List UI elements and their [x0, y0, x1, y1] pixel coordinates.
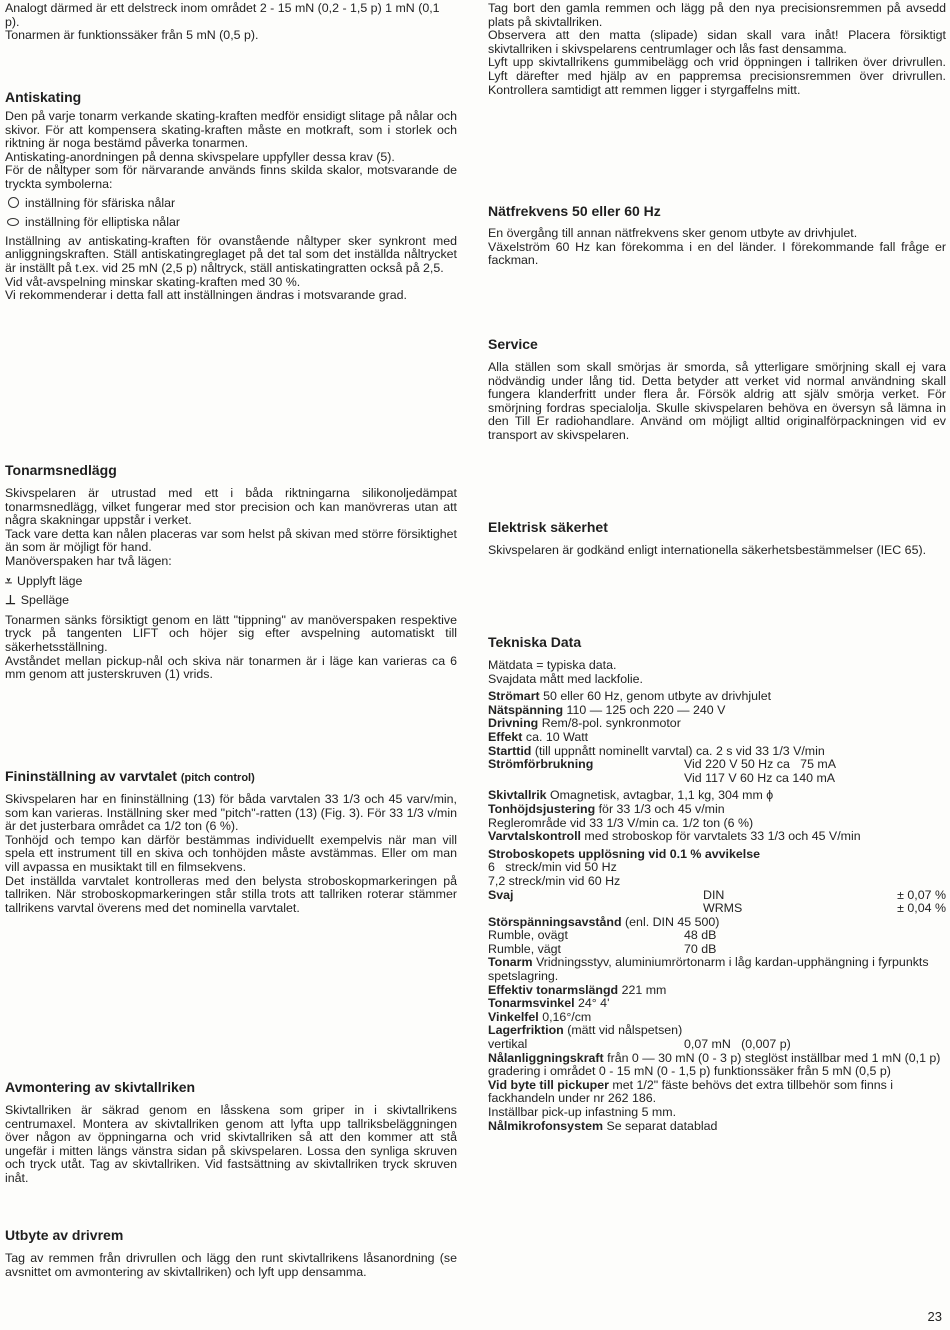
- spec-row: Reglerområde vid 33 1/3 V/min ca. 1/2 ton (6 %): [488, 815, 754, 830]
- paragraph: Skivspelaren har en fininställning (13) för båda varvtalen 33 1/3 och 45 varv/min, som kan varieras. Inställning sker med "pitch"-ratten (13) (Fig. 3). För 33 1/3 v/min är det justerbara området ca 1/2 ton (6 %).: [5, 792, 457, 834]
- play-position-icon: ⊥: [5, 593, 16, 608]
- spec-row: Vinkelfel 0,16°/cm: [488, 1009, 592, 1024]
- paragraph: Antiskating-anordningen på denna skivspelare uppfyller dessa krav (5).: [5, 149, 395, 164]
- spec-row: Stroboskopets upplösning vid 0.1 % avvikelse: [488, 846, 760, 861]
- heading-natfrekvens: Nätfrekvens 50 eller 60 Hz: [488, 203, 661, 219]
- spec-row: Varvtalskontroll med stroboskop för varvtalets 33 1/3 och 45 V/min: [488, 829, 861, 844]
- spec-row: Strömförbrukning Vid 220 V 50 Hz ca 75 mA: [488, 757, 836, 772]
- heading-text: Fininställning av varvtalet: [5, 768, 177, 784]
- heading-tekniska: Tekniska Data: [488, 634, 582, 650]
- spec-row: Nätspänning 110 — 125 och 220 — 240 V: [488, 702, 726, 717]
- paragraph: Växelström 60 Hz kan förekomma i en del länder. I förekommande fall fråge er fackman.: [488, 239, 946, 268]
- list-item: [5, 575, 457, 589]
- spec-row: Starttid (till uppnått nominellt varvtal) ca. 2 s vid 33 1/3 V/min: [488, 743, 825, 758]
- heading-elektrisk: Elektrisk säkerhet: [488, 519, 608, 535]
- section-utbyte: [5, 1252, 457, 1279]
- paragraph: Skivtallriken är säkrad genom en låsskena som griper in i skivtallrikens centrumaxel. Montera av skivtallriken genom att lyfta upp tallriksbeläggningen över någon av öppningarna och vrid skivtallriken så att den kommer att stå ungefär i mitten längs vänstra sidan på skivspelaren. Lossa den synliga skruven och tryck utåt. Tag av skivtallriken. Vid fastsättning av skivtallriken tryck skruven inåt.: [5, 1103, 457, 1185]
- spec-row: Strömart 50 eller 60 Hz, genom utbyte av drivhjulet: [488, 689, 772, 704]
- heading-tonarmsnedlagg: Tonarmsnedlägg: [5, 462, 117, 478]
- paragraph: Analogt därmed är ett delstreck inom området 2 - 15 mN (0,2 - 1,5 p) 1 mN (0,1 p).: [5, 1, 440, 29]
- list-item-label: inställning för sfäriska nålar: [25, 196, 176, 211]
- section-fininstallning: [5, 793, 457, 915]
- right-intro: [488, 2, 946, 97]
- paragraph: Avståndet mellan pickup-nål och skiva när tonarmen är i läge kan varieras ca 6 mm genom att justerskruven (1) vrids.: [5, 653, 457, 682]
- spec-row: Lagerfriktion (mätt vid nålspetsen): [488, 1023, 683, 1038]
- spec-row: Drivning Rem/8-pol. synkronmotor: [488, 716, 681, 731]
- paragraph: Observera att den matta (slipade) sidan skall vara inåt! Placera försiktigt skivtallriken i skivspelarens centrumlager och lås fast densamma.: [488, 28, 946, 56]
- paragraph: Tag bort den gamla remmen och lägg på den nya precisionsremmen på avsedd plats på skivtallriken.: [488, 1, 946, 29]
- spec-row: Tonhöjdsjustering för 33 1/3 och 45 v/min: [488, 801, 725, 816]
- heading-fininstallning: [5, 768, 255, 786]
- spec-row: Nålanliggningskraft från 0 — 30 mN (0 - 3 p) steglöst inställbar med 1 mN (0,1 p) gradering i området 0 - 15 mN (0 - 1,5 p) funktionssäker från 5 mN (0,5 p): [488, 1050, 941, 1079]
- spec-row: Vid byte till pickuper met 1/2" fäste behövs det extra tillbehör som finns i fackhandeln under nr 262 186.: [488, 1077, 893, 1106]
- page-number: 23: [927, 1309, 942, 1324]
- heading-antiskating: Antiskating: [5, 89, 82, 105]
- heading-service: Service: [488, 336, 538, 352]
- heading-small: (pitch control): [180, 772, 255, 784]
- list-item: [5, 216, 457, 230]
- spec-row: Tonarm Vridningsstyv, aluminiumrörtonarm i låg kardan-upphängning i fyrpunkts spetslagring.: [488, 955, 929, 984]
- spec-row: Störspänningsavstånd (enl. DIN 45 500): [488, 914, 720, 929]
- paragraph: Manöverspaken har två lägen:: [5, 553, 172, 568]
- spec-row: Vid 117 V 60 Hz ca 140 mA: [684, 770, 836, 785]
- paragraph: Tag av remmen från drivrullen och lägg den runt skivtallrikens låsanordning (se avsnittet om avmontering av skivtallriken) och lyft upp densamma.: [5, 1251, 457, 1279]
- circle-icon: [5, 197, 21, 212]
- paragraph: Skivspelaren är godkänd enligt internationella säkerhetsbestämmelser (IEC 65).: [488, 543, 927, 557]
- spec-row: WRMS ± 0,04 %: [703, 901, 946, 916]
- spec-row: Inställbar pick-up infastning 5 mm.: [488, 1105, 677, 1119]
- section-natfrekvens: [488, 227, 946, 268]
- section-avmontering: [5, 1104, 457, 1186]
- section-service: [488, 361, 946, 443]
- paragraph: Det inställda varvtalet kontrolleras med den belysta stroboskopmarkeringen på tallriken. När stroboskopmarkeringen står stilla trots att tallriken roterar stämmer tallrikens varvtal överens med det nominella varvtalet.: [5, 873, 457, 915]
- spec-row: Effektiv tonarmslängd 221 mm: [488, 982, 667, 997]
- ellipse-icon: [5, 216, 21, 230]
- paragraph: Vid våt-avspelning minskar skating-kraften med 30 %.: [5, 274, 301, 289]
- heading-avmontering: Avmontering av skivtallriken: [5, 1079, 196, 1095]
- section-tekniska: [488, 659, 946, 1133]
- spec-row: 6 streck/min vid 50 Hz: [488, 860, 617, 875]
- heading-utbyte: Utbyte av drivrem: [5, 1227, 124, 1243]
- spec-row: Svaj DIN ± 0,07 %: [488, 887, 946, 902]
- spec-row: Tonarmsvinkel 24° 4': [488, 996, 610, 1011]
- paragraph: Alla ställen som skall smörjas är smorda, så ytterligare smörjning skall ej vara nödvändig under lång tid. Detta betyder att verket vid normal användning skall fungera klanderfritt under flera år. Försök aldrig att själv smörja verket. För smörjning fordras specialolja. Skulle skivspelaren behöva en översyn så lämna in den Till Er radiohandlare. Använd om möjligt alltid originalförpackningen vid ev transport av skivspelaren.: [488, 360, 946, 442]
- paragraph: En övergång till annan nätfrekvens sker genom utbyte av drivhjulet.: [488, 226, 858, 240]
- section-tonarmsnedlagg: [5, 487, 457, 682]
- spec-row: Skivtallrik Omagnetisk, avtagbar, 1,1 kg, 304 mm ϕ: [488, 788, 774, 803]
- spec-row: Nålmikrofonsystem Se separat datablad: [488, 1118, 718, 1133]
- paragraph: Tonhöjd och tempo kan därför bestämmas individuellt exempelvis när man vill spela ett instrument till en skiva och tonhöjden måste avstämmas. Eller om man vill avpassa en musiktakt till en filmsekvens.: [5, 832, 457, 874]
- paragraph: Tonarmen sänks försiktigt genom en lätt "tippning" av manöverspaken respektive tryck på tangenten LIFT och höjer sig efter avspelning automatiskt till säkerhetsställning.: [5, 612, 457, 654]
- spec-row: Effekt ca. 10 Watt: [488, 729, 589, 744]
- spec-row: Rumble, vägt 70 dB: [488, 941, 717, 956]
- paragraph: För de nåltyper som för närvarande används finns skilda skalor, motsvarande de tryckta symbolerna:: [5, 163, 457, 191]
- list-item-label: Spelläge: [20, 593, 70, 608]
- list-item-label: inställning för elliptiska nålar: [25, 215, 180, 230]
- list-item: [5, 594, 457, 608]
- paragraph: Mätdata = typiska data.: [488, 658, 617, 672]
- paragraph: Svajdata mått med lackfolie.: [488, 671, 643, 686]
- paragraph: Skivspelaren är utrustad med ett i båda riktningarna silikonoljedämpat tonarmsnedlägg, vilket fungerar med stor precision och kan manövreras utan att några skakningar uppstår i verket.: [5, 486, 457, 528]
- paragraph: Inställning av antiskating-kraften för ovanstående nåltyper sker synkront med anliggningskraften. Ställ antiskatingreglaget på det tal som det inställda nåltrycket är inställt på t.ex. vid 25 mN (2,5 p) nåltryck, ställ antiskatingratten också på 2,5.: [5, 233, 457, 275]
- section-elektrisk: [488, 544, 946, 558]
- lift-up-icon: ⩡: [5, 573, 12, 588]
- paragraph: Tonarmen är funktionssäker från 5 mN (0,5 p).: [5, 28, 259, 43]
- spec-row: vertikal 0,07 mN (0,007 p): [488, 1037, 791, 1052]
- left-intro: [5, 2, 457, 43]
- paragraph: Lyft upp skivtallrikens gummibelägg och vrid öppningen i tallriken över drivrullen. Lyft därefter med hjälp av en pappremsa precisionsremmen över drivrullen. Kontrollera samtidigt att remmen ligger i styrgaffelns mitt.: [488, 55, 946, 97]
- paragraph: Den på varje tonarm verkande skating-kraften medför ensidigt slitage på nålar och skivor. För att kompensera skating-kraften måste en motkraft, som i storlek och riktning är noga bestämd påverka tonarmen.: [5, 109, 457, 151]
- paragraph: Tack vare detta kan nålen placeras var som helst på skivan med större försiktighet än som är möjligt för hand.: [5, 526, 457, 555]
- paragraph: Vi rekommenderar i detta fall att inställningen ändras i motsvarande grad.: [5, 288, 407, 303]
- section-antiskating: [5, 110, 457, 303]
- list-item-label: Upplyft läge: [17, 573, 83, 588]
- spec-row: Rumble, ovägt 48 dB: [488, 928, 717, 943]
- list-item: [5, 197, 457, 212]
- spec-row: 7,2 streck/min vid 60 Hz: [488, 873, 621, 888]
